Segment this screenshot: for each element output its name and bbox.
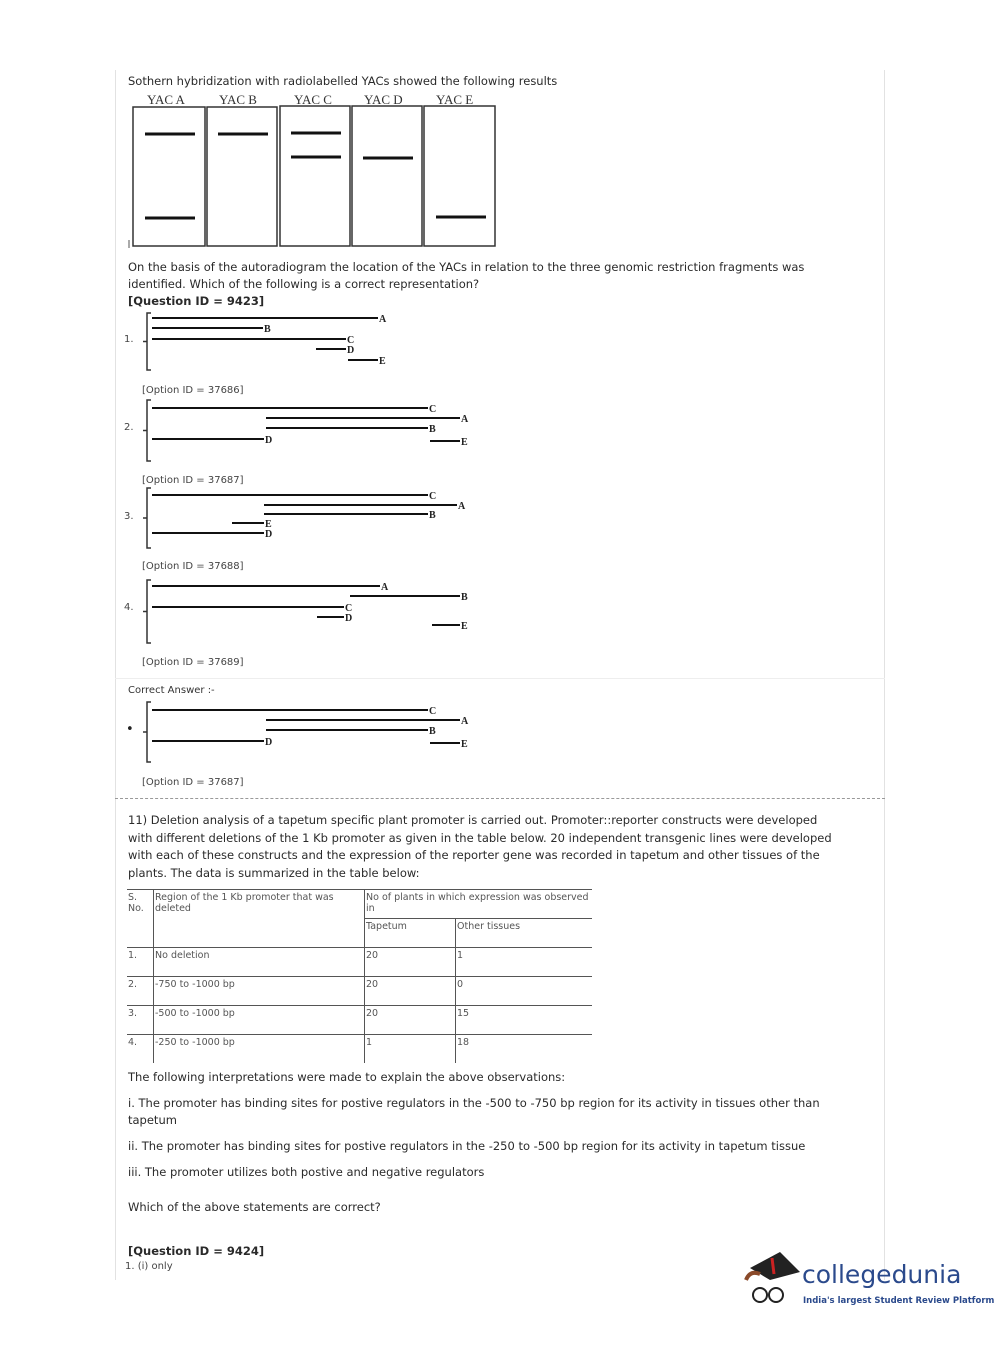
q10-text: identified. Which of the following is a correct representation? [128,277,480,291]
option-number[interactable]: 3. [124,511,134,522]
fragment-label: B [461,592,468,603]
fragment-label: B [429,726,436,737]
bracket [143,488,151,548]
question-divider [115,798,885,799]
q11-text: with different deletions of the 1 Kb promoter as given in the table below. 20 independent transgenic lines were developed [128,831,832,845]
correct-answer-label: Correct Answer :- [128,685,215,696]
bracket [143,580,151,643]
header-expression: No of plants in which expression was observed in [365,890,593,919]
option-id: [Option ID = 37689] [142,657,244,668]
header-sno: S. No. [127,890,154,948]
question-prompt: Which of the above statements are correct? [128,1200,381,1214]
option-diagram [143,702,469,762]
table-row: 3. -500 to -1000 bp 20 15 [127,1006,592,1035]
option-diagram [143,313,387,370]
gel-lane-label: YAC A [147,92,185,107]
interpretation-intro: The following interpretations were made to explain the above observations: [128,1070,566,1084]
fragment-label: A [381,582,389,593]
fragment-label: C [347,335,355,346]
fragment-label: C [429,404,437,415]
gel-lane-label: YAC B [219,92,257,107]
bracket [143,702,151,762]
deletion-table [127,889,592,1063]
gel-lane-label: YAC C [294,92,332,107]
fragment-label: C [429,491,437,502]
interpretation-i: i. The promoter has binding sites for postive regulators in the -500 to -750 bp region for its activity in tissues other than [128,1096,820,1110]
fragment-label: E [379,356,386,367]
option-number[interactable]: 4. [124,602,134,613]
q10-text: On the basis of the autoradiogram the location of the YACs in relation to the three genomic restriction fragments was [128,260,805,274]
interpretation-ii: ii. The promoter has binding sites for postive regulators in the -250 to -500 bp region for its activity in tapetum tissue [128,1139,806,1153]
option-id: [Option ID = 37687] [142,475,244,486]
right-border [884,70,885,1280]
question-id: [Question ID = 9423] [128,294,265,308]
q11-text: with each of these constructs and the expression of the reporter gene was recorded in tapetum and other tissues of the [128,848,820,862]
question-id: [Question ID = 9424] [128,1244,265,1258]
option-id: [Option ID = 37688] [142,561,244,572]
option-number[interactable]: 2. [124,422,134,433]
gel-lane-label: YAC D [364,92,403,107]
header-other: Other tissues [456,919,593,948]
q11-text: plants. The data is summarized in the table below: [128,866,420,880]
interpretation-i: tapetum [128,1113,177,1127]
option-1[interactable]: 1. (i) only [125,1261,173,1272]
fragment-label: B [264,324,271,335]
header-region: Region of the 1 Kb promoter that was deleted [154,890,365,948]
option-diagram [143,400,469,461]
bullet: • [126,722,134,737]
fragment-label: D [265,737,273,748]
header-tapetum: Tapetum [365,919,456,948]
fragment-label: E [265,519,272,530]
q11-text: 11) Deletion analysis of a tapetum specific plant promoter is carried out. Promoter::reporter constructs were developed [128,813,818,827]
brand-tagline: India's largest Student Review Platform [803,1296,995,1306]
fragment-label: B [429,424,436,435]
fragment-label: C [345,603,353,614]
mascot-icon [742,1250,804,1312]
collegedunia-logo [742,1250,995,1316]
fragment-label: C [429,706,437,717]
fragment-label: D [345,613,353,624]
fragment-label: E [461,621,468,632]
option-diagram [143,580,468,643]
gel-lane-label: YAC E [436,92,474,107]
table-row: 4. -250 to -1000 bp 1 18 [127,1035,592,1064]
fragment-label: D [347,345,355,356]
option-number[interactable]: 1. [124,334,134,345]
fragment-label: B [429,510,436,521]
fragment-label: D [265,435,273,446]
bracket [143,400,151,461]
table-row: 2. -750 to -1000 bp 20 0 [127,977,592,1006]
option-diagram [143,488,466,548]
fragment-label: A [461,716,469,727]
divider [115,678,885,679]
option-id: [Option ID = 37686] [142,385,244,396]
fragment-label: A [461,414,469,425]
fragment-label: A [379,314,387,325]
brand-name: collegedunia [802,1260,962,1289]
bracket [143,313,151,370]
fragment-label: A [458,501,466,512]
fragment-label: E [461,437,468,448]
interpretation-iii: iii. The promoter utilizes both postive and negative regulators [128,1165,485,1179]
q10-intro: Sothern hybridization with radiolabelled YACs showed the following results [128,74,558,88]
fragment-label: D [265,529,273,540]
table-row: 1. No deletion 20 1 [127,948,592,977]
fragment-label: E [461,739,468,750]
option-id: [Option ID = 37687] [142,777,244,788]
